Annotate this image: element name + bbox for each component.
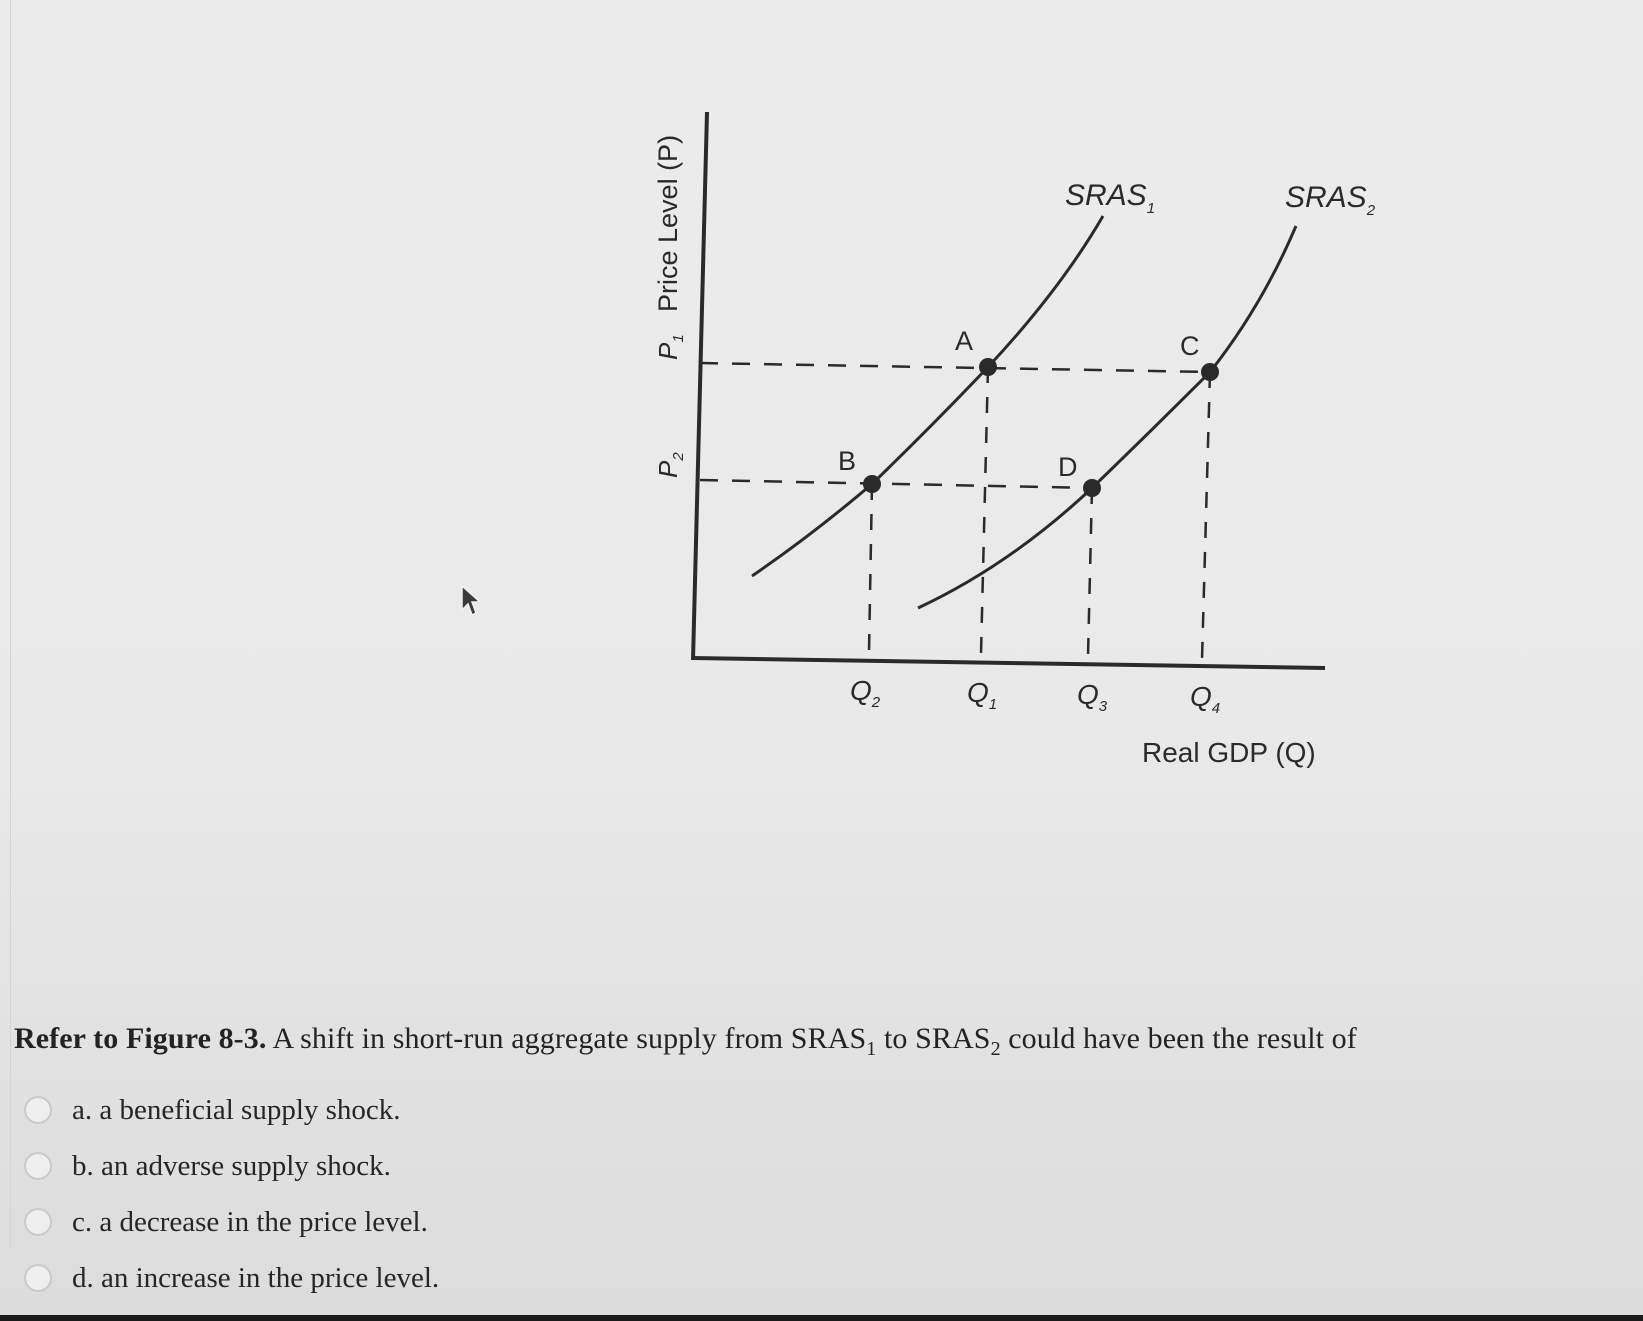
p2-dashed-line (700, 480, 1093, 488)
radio-button-c[interactable] (24, 1208, 52, 1236)
option-b-label: b. an adverse supply shock. (72, 1149, 391, 1182)
svg-text:P1: $P_1$ (653, 334, 687, 360)
option-b[interactable] (16, 1138, 916, 1194)
point-c-label: C (1180, 331, 1200, 361)
point-a-label: A (955, 326, 974, 356)
point-d-marker (1083, 479, 1101, 497)
y-axis-label: Price Level (P) (653, 134, 683, 312)
price-level-p2 (653, 452, 687, 478)
question-text (14, 1022, 1514, 1061)
q2-label: $Q_2$ (850, 675, 881, 711)
x-axis (693, 658, 1325, 668)
y-axis (693, 112, 707, 660)
point-d-label: D (1058, 452, 1078, 482)
mouse-pointer-icon (460, 584, 484, 618)
sras1-label: $SRAS_1$ (1065, 179, 1156, 217)
option-d-label: d. an increase in the price level. (72, 1261, 440, 1294)
q4-label: $Q_4$ (1190, 681, 1221, 717)
x-axis-label: Real GDP (Q) (1142, 737, 1316, 768)
option-c[interactable] (16, 1194, 916, 1250)
p1-dashed-line (700, 363, 1210, 372)
q3-label: $Q_3$ (1077, 679, 1108, 715)
option-d[interactable] (16, 1250, 916, 1306)
radio-button-d[interactable] (24, 1264, 52, 1292)
option-a[interactable] (16, 1082, 916, 1138)
point-b-marker (863, 475, 881, 493)
option-c-label: c. a decrease in the price level. (72, 1205, 428, 1238)
sras1-curve (752, 216, 1103, 576)
point-a-marker (979, 358, 997, 376)
q1-label: $Q_1$ (967, 677, 998, 713)
point-c-marker (1201, 363, 1219, 381)
svg-text:P2: $P_2$ (653, 452, 687, 478)
point-b-label: B (838, 446, 857, 476)
screen-bottom-edge (0, 1315, 1643, 1321)
q4-dashed-line (1202, 372, 1210, 660)
sras2-curve (918, 226, 1296, 608)
radio-button-a[interactable] (24, 1096, 52, 1124)
price-level-p1 (653, 334, 687, 360)
radio-button-b[interactable] (24, 1152, 52, 1180)
sras2-label: $SRAS_2$ (1285, 181, 1376, 219)
figure-reference: Refer to Figure 8-3. (14, 1022, 267, 1055)
q3-dashed-line (1088, 488, 1092, 656)
answer-options (16, 1082, 916, 1306)
q2-dashed-line (869, 484, 872, 652)
option-a-label: a. a beneficial supply shock. (72, 1093, 401, 1126)
question-body: A shift in short-run aggregate supply from $SRAS_1$ to $SRAS_2$ could have been the result of (272, 1022, 1357, 1060)
q1-dashed-line (981, 367, 988, 654)
